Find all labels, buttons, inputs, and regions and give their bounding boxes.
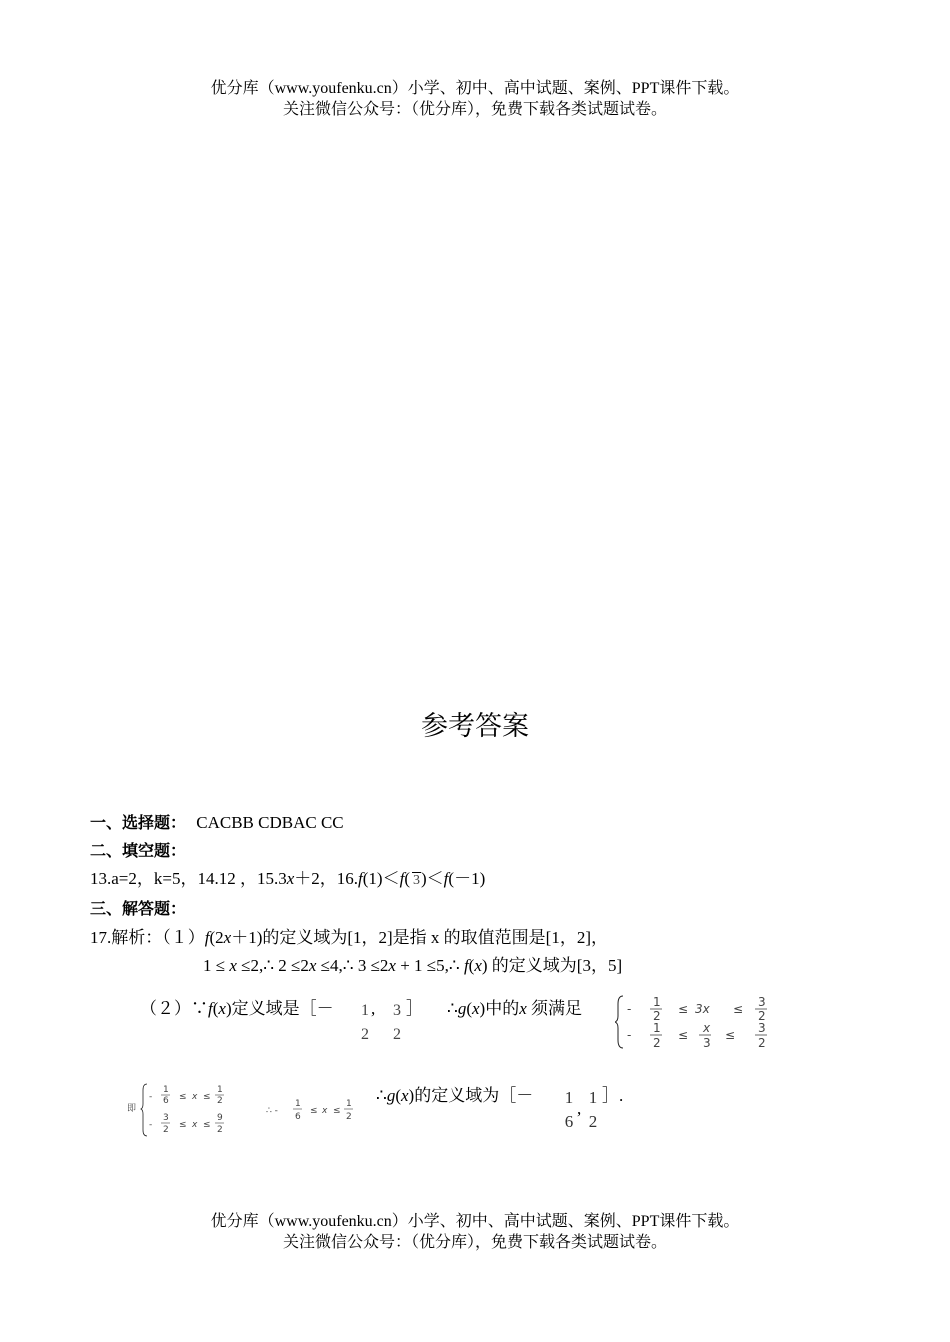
ineq-text: ∴ - (266, 1106, 278, 1116)
q17-text: 须满足 (531, 999, 583, 1018)
q17-text: ≤4,∴ 3 ≤2 (316, 956, 389, 975)
ineq-text: 2 (346, 1112, 352, 1122)
q17-comma: , (577, 1099, 582, 1118)
var-x: x (286, 869, 295, 888)
q17-comma: , (371, 999, 376, 1018)
ineq-text: 6 (295, 1112, 301, 1122)
var-x: x (472, 999, 480, 1018)
q17-text: ) 的定义域为[3，5] (481, 956, 623, 975)
ineq-text: 3 (703, 1036, 711, 1050)
q17-part1-line2 (203, 955, 622, 977)
var-x: x (218, 999, 226, 1018)
frac-denominator: 2 (361, 1026, 369, 1043)
choice-section (90, 812, 344, 834)
ineq-text: 3x (695, 1002, 710, 1016)
frac-three-halves (386, 998, 408, 1048)
ineq-text: ≤ (203, 1092, 211, 1102)
func-f: f (443, 869, 449, 888)
ineq-text: x (192, 1120, 198, 1130)
ineq-text: 6 (163, 1096, 169, 1106)
var-x: x (388, 956, 396, 975)
q17-text: ∴ (376, 1086, 387, 1105)
inequality-system-2 (127, 1080, 237, 1140)
frac-numerator: 1 (564, 1088, 574, 1107)
q17-text: ∴ (447, 999, 458, 1018)
ineq-text: x (192, 1092, 198, 1102)
ineq-text: 9 (217, 1113, 223, 1123)
ineq-text: 2 (758, 1009, 766, 1023)
ineq-text: 3 (758, 995, 766, 1009)
choice-label: 一、选择题： (90, 813, 187, 832)
ineq-text: x (703, 1021, 711, 1035)
page-title: 参考答案 (421, 711, 529, 742)
fill-part-d: )＜ (421, 869, 444, 888)
footer-line-2: 关注微信公众号：（优分库），免费下载各类试题试卷。 (282, 1234, 667, 1251)
q17-part2-line1: （２）∵f(x)定义域是［－ (140, 999, 334, 1018)
ineq-text: ≤ (310, 1106, 318, 1116)
ineq-text: 2 (163, 1125, 169, 1135)
ineq-text: 2 (653, 1036, 661, 1050)
ineq-text: ≤ (179, 1120, 187, 1130)
q17-text: （２）∵ (140, 999, 208, 1018)
ineq-text: ≤ (678, 1002, 689, 1016)
ineq-text: - (627, 1002, 632, 1016)
q17-text: )定义域是［－ (225, 999, 334, 1018)
ineq-text: ≤ (333, 1106, 341, 1116)
ineq-text: ≤ (725, 1028, 736, 1042)
ineq-text: ≤ (733, 1002, 744, 1016)
func-f: f (399, 869, 405, 888)
ineq-text: 1 (346, 1099, 352, 1109)
fill-part-b: ＋2，16. (294, 869, 359, 888)
fill-part-e: (－1) (448, 869, 486, 888)
ineq-text: 2 (653, 1009, 661, 1023)
ineq-text: 1 (653, 1021, 661, 1035)
q17-end-bracket: ］. (602, 1086, 624, 1105)
frac-numerator: 3 (393, 1002, 401, 1019)
q17-text: )中的 (479, 999, 520, 1018)
footer-line-1: 优分库（www.youfenku.cn）小学、初中、高中试题、案例、PPT课件下载。 (210, 1213, 740, 1230)
frac-denominator: 2 (393, 1026, 401, 1043)
fill-label: 二、填空题： (90, 841, 187, 860)
ineq-text: 3 (163, 1113, 169, 1123)
ineq-text: ≤ (203, 1120, 211, 1130)
frac-numerator: 1 (588, 1088, 598, 1107)
frac-sixth (560, 1085, 578, 1135)
ineq-text: 2 (217, 1096, 223, 1106)
solve-label: 三、解答题： (90, 899, 187, 918)
ineq-text: 1 (653, 995, 661, 1009)
fill-label-line (90, 840, 186, 862)
ineq-text: - (149, 1092, 153, 1102)
frac-numerator: 1 (361, 1002, 369, 1019)
fill-part-c: (1)＜ (362, 869, 400, 888)
choice-answers: CACBB CDBAC CC (196, 813, 344, 832)
q17-text: ＋1)的定义域为[1，2]是指 x 的取值范围是[1，2]， (231, 928, 609, 947)
fill-answers: 13.a=2，k=5，14.12 ，15.3x＋2，16.f(1)＜f( 3)＜f(－1) (90, 869, 486, 888)
solve-label-line (90, 898, 186, 920)
fill-part-a: 13.a=2，k=5，14.12 ，15.3 (90, 869, 287, 888)
var-x: x (229, 956, 237, 975)
ineq-text: x (322, 1106, 328, 1116)
ji-label: 即 (127, 1104, 137, 1114)
inequality-system-1 (615, 992, 775, 1052)
frac-half (584, 1085, 602, 1135)
var-x: x (519, 999, 527, 1018)
ineq-text: 1 (217, 1085, 223, 1095)
ineq-text: ≤ (678, 1028, 689, 1042)
func-f: f (358, 869, 363, 888)
ineq-text: 3 (758, 1021, 766, 1035)
q17-text: ( (468, 956, 475, 975)
q17-bracket: ］ (406, 999, 423, 1018)
q17-text: 1 ≤ (203, 956, 230, 975)
func-g: g (457, 999, 467, 1018)
q17-text: ≤2,∴ 2 ≤2 (236, 956, 309, 975)
ineq-text: 1 (163, 1085, 169, 1095)
func-f: f (208, 999, 213, 1018)
ineq-text: - (149, 1120, 153, 1130)
ineq-text: 1 (295, 1099, 301, 1109)
ineq-text: 2 (217, 1125, 223, 1135)
q17-conclusion: ∴g(x)的定义域为［－ (376, 1086, 534, 1105)
q17-part2-cond: ∴g(x)中的x 须满足 (447, 999, 583, 1018)
ineq-text: - (627, 1028, 632, 1042)
sqrt-three: 3 (413, 873, 420, 888)
frac-denominator: 6 (564, 1112, 574, 1131)
var-x: x (401, 1086, 409, 1105)
q17-text: (2 (209, 928, 224, 947)
q17-text: )的定义域为［－ (408, 1086, 534, 1105)
header-line-1: 优分库（www.youfenku.cn）小学、初中、高中试题、案例、PPT课件下载。 (210, 80, 740, 97)
q17-part1-line1 (90, 927, 608, 949)
q17-intro: 17.解析：（１） (90, 928, 205, 947)
frac-denominator: 2 (588, 1112, 598, 1131)
func-g: g (386, 1086, 396, 1105)
var-x: x (474, 956, 482, 975)
q17-text: + 1 ≤5,∴ (395, 956, 464, 975)
header-line-2: 关注微信公众号：（优分库），免费下载各类试题试卷。 (282, 101, 667, 118)
ineq-text: 2 (758, 1036, 766, 1050)
ineq-text: ≤ (179, 1092, 187, 1102)
func-f: f (204, 928, 210, 947)
func-f: f (463, 956, 469, 975)
inequality-result (266, 1094, 361, 1126)
var-x: x (308, 956, 317, 975)
var-x: x (223, 928, 232, 947)
